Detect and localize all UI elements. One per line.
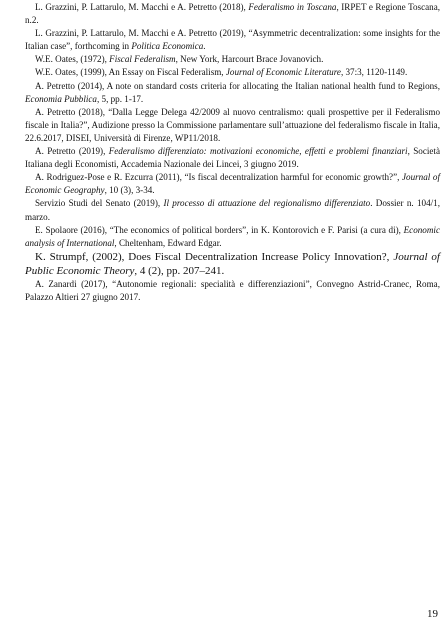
reference-italic-text: Economic analysis of International [25, 224, 440, 248]
reference-text: , New York, Harcourt Brace Jovanovich. [175, 54, 324, 65]
reference-text: L. Grazzini, P. Lattarulo, M. Macchi e A. Petretto (2018), [35, 2, 249, 12]
reference-italic-text: Economia Pubblica [25, 93, 97, 104]
reference-italic-text: Federalismo in Toscana [248, 2, 337, 12]
reference-entry [25, 145, 440, 171]
reference-text: E. Spolaore (2016), “The economics of political borders”, in K. Kontorovich e F. Parisi (a cura di), [35, 224, 404, 235]
reference-text: , 37:3, 1120-1149. [340, 67, 408, 78]
reference-entry [25, 27, 440, 53]
reference-text: Servizio Studi del Senato (2019), [35, 198, 164, 209]
reference-text: A. Zanardi (2017), “Autonomie regionali: specialità e differenziazioni”, Convegno Astrid-Cranec, Roma, Palazzo Altieri 27 giugno 2017. [25, 278, 440, 302]
reference-entry [25, 197, 440, 223]
reference-entry [25, 250, 440, 278]
reference-text: , 10 (3), 3-34. [104, 185, 155, 196]
reference-text: L. Grazzini, P. Lattarulo, M. Macchi e A. Petretto (2019), “Asymmetric decentralization: some insights for the Italian case”, forthcoming in [25, 28, 440, 52]
reference-text: , 5, pp. 1-17. [96, 93, 144, 104]
reference-entry [25, 80, 440, 106]
reference-text: , Cheltenham, Edward Edgar. [114, 237, 222, 248]
reference-italic-text: Federalismo differenziato: motivazioni economiche, effetti e problemi finanziari [108, 146, 408, 157]
reference-italic-text: Journal of Economic Literature [225, 67, 341, 78]
reference-text: A. Petretto (2019), [35, 146, 109, 157]
reference-text: , IRPET e Regione Toscana, n.2. [25, 2, 441, 26]
reference-italic-text: Journal of Economic Geography [25, 172, 440, 196]
reference-text: A. Petretto (2014), A note on standard costs criteria for allocating the Italian national health fund to Regions, [35, 80, 440, 91]
reference-entry [25, 66, 440, 79]
reference-entry [25, 53, 440, 66]
reference-italic-text: Fiscal Federalism [109, 54, 176, 65]
reference-entry [25, 106, 440, 145]
reference-entry [25, 224, 440, 250]
reference-text: W.E. Oates, (1972), [35, 54, 110, 65]
reference-text: . Dossier n. 104/1, marzo. [25, 198, 440, 222]
reference-text: , 4 (2), pp. 207–241. [134, 264, 225, 277]
reference-text: . [203, 41, 206, 52]
reference-text: A. Petretto (2018), “Dalla Legge Delega 42/2009 al nuovo centralismo: quali prospettive per il Federalismo fiscale in Italia?”, Audizione presso la Commissione parlamentare sull’attuazione del federalismo fiscale in Italia, 22.6.2017, DISEI, Università di Firenze, WP11/2018. [25, 106, 440, 143]
reference-text: , Società Italiana degli Economisti, Accademia Nazionale dei Lincei, 3 giugno 2019. [25, 146, 440, 170]
reference-entry [25, 278, 440, 304]
reference-italic-text: Journal of Public Economic Theory [25, 250, 440, 277]
reference-text: A. Rodriguez-Pose e R. Ezcurra (2011), “Is fiscal decentralization harmful for economic growth?”, [35, 172, 403, 183]
page-number: 19 [427, 608, 438, 620]
reference-text: K. Strumpf, (2002), Does Fiscal Decentralization Increase Policy Innovation?, [35, 250, 394, 263]
reference-text: W.E. Oates, (1999), An Essay on Fiscal Federalism, [35, 67, 226, 78]
reference-italic-text: Politica Economica [131, 41, 204, 52]
reference-italic-text: Il processo di attuazione del regionalismo differenziato [163, 198, 371, 209]
reference-entry [25, 1, 440, 27]
reference-entry [25, 171, 440, 197]
reference-list [25, 1, 440, 304]
